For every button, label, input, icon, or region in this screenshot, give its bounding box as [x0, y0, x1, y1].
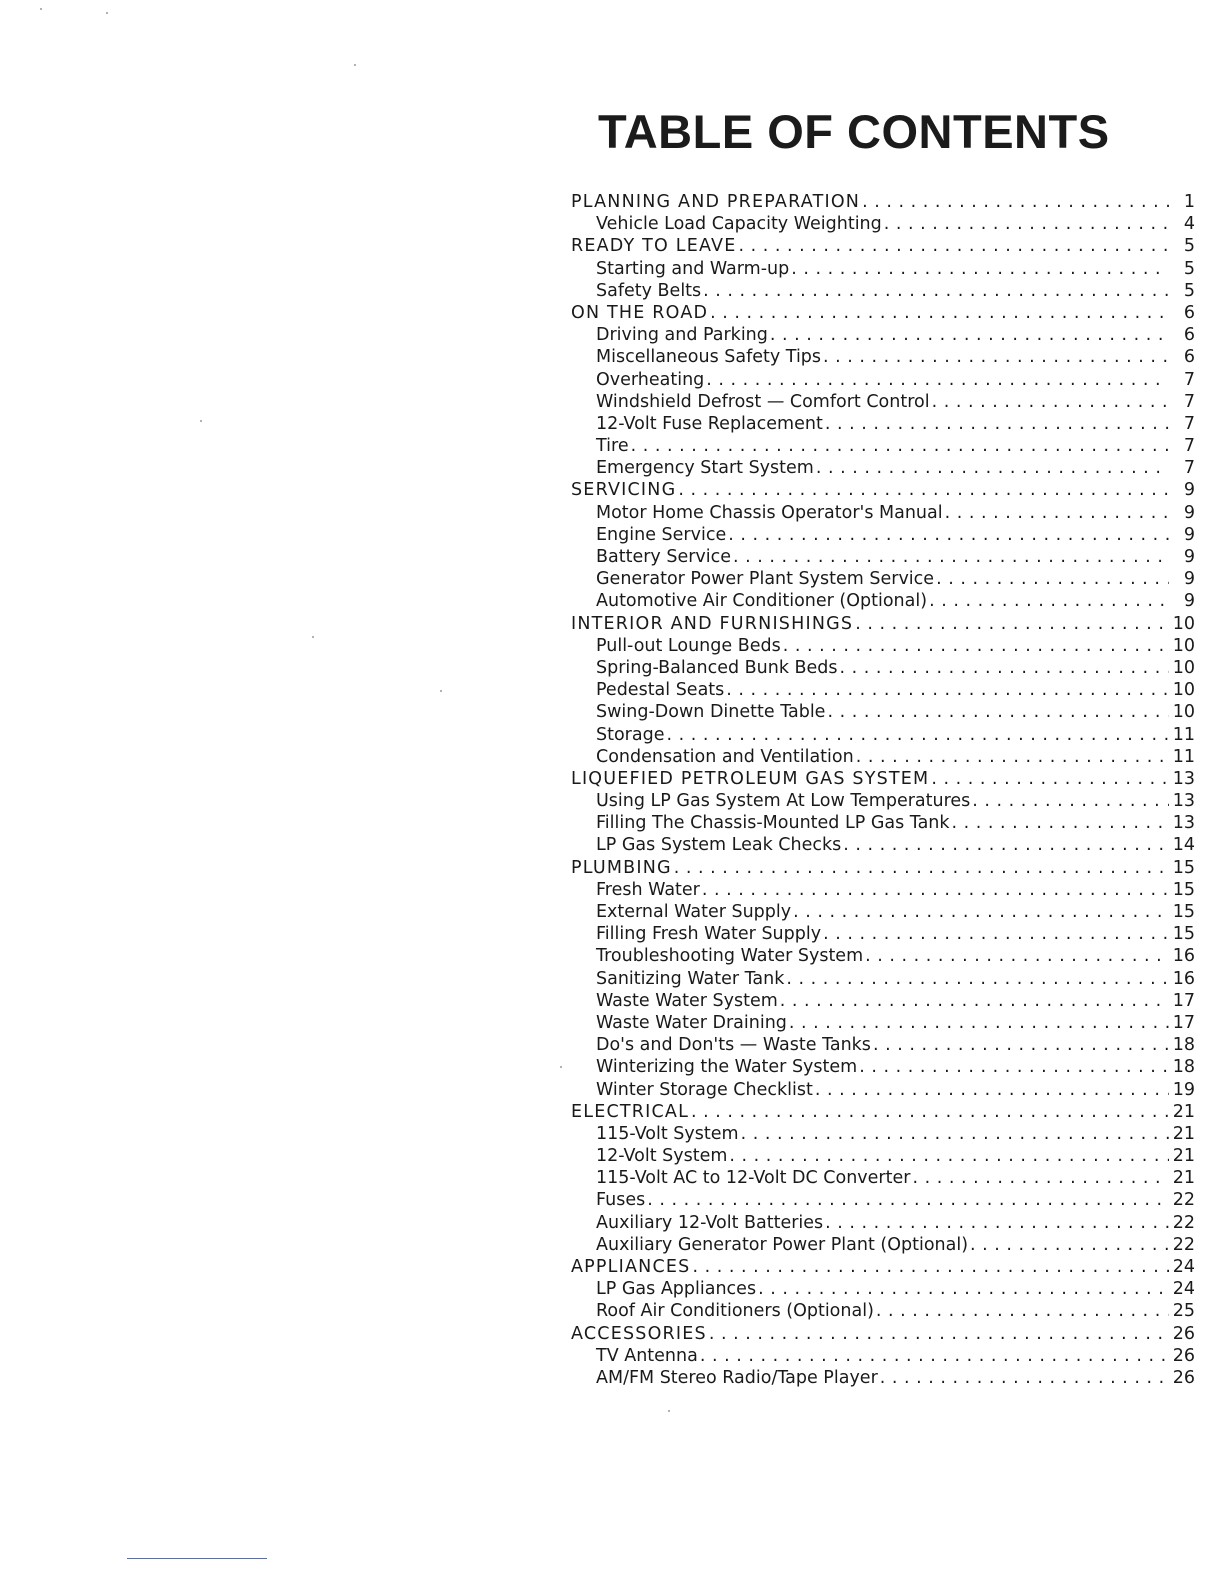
- dot-leader: [843, 834, 1169, 856]
- dot-leader: [678, 479, 1169, 501]
- toc-subsection-entry: [571, 790, 1195, 812]
- toc-page-number: 15: [1172, 902, 1195, 922]
- toc-page-number: 5: [1183, 258, 1195, 279]
- dot-leader: [728, 524, 1169, 546]
- toc-entry-label: TV Antenna: [596, 1345, 698, 1366]
- toc-subsection-entry: [571, 968, 1195, 990]
- toc-entry-label: Pedestal Seats: [596, 680, 725, 701]
- toc-page-number: 16: [1172, 946, 1195, 967]
- dot-leader: [972, 790, 1169, 812]
- toc-subsection-entry: [571, 590, 1195, 612]
- toc-subsection-entry: [571, 1012, 1195, 1034]
- toc-section-entry: [571, 857, 1195, 879]
- toc-entry-label: Safety Belts: [596, 280, 702, 301]
- toc-section-entry: [571, 479, 1195, 501]
- toc-subsection-entry: [571, 1145, 1195, 1167]
- toc-subsection-entry: [571, 635, 1195, 657]
- toc-entry-label: Using LP Gas System At Low Temperatures: [596, 791, 971, 812]
- dot-leader: [770, 324, 1169, 346]
- toc-page-number: 9: [1183, 591, 1195, 612]
- toc-page-number: 18: [1172, 1057, 1195, 1078]
- dot-leader: [862, 191, 1169, 213]
- dot-leader: [733, 546, 1169, 568]
- toc-entry-label: Tire: [596, 436, 629, 457]
- toc-page-number: 17: [1172, 990, 1195, 1011]
- toc-page-number: 10: [1172, 635, 1195, 656]
- toc-entry-label: External Water Supply: [596, 902, 792, 922]
- dot-leader: [738, 235, 1169, 257]
- toc-entry-label: AM/FM Stereo Radio/Tape Player: [596, 1367, 878, 1388]
- toc-entry-label: 115-Volt AC to 12-Volt DC Converter: [596, 1168, 911, 1189]
- toc-subsection-entry: [571, 945, 1195, 967]
- scan-speck: [560, 1066, 562, 1068]
- toc-entry-label: Overheating: [596, 369, 705, 390]
- toc-subsection-entry: [571, 879, 1195, 901]
- toc-page-number: 11: [1172, 724, 1195, 745]
- dot-leader: [936, 568, 1169, 590]
- toc-entry-label: Generator Power Plant System Service: [596, 569, 935, 590]
- dot-leader: [780, 990, 1169, 1012]
- toc-section-entry: [571, 1256, 1195, 1278]
- toc-subsection-entry: [571, 502, 1195, 524]
- scan-speck: [668, 1410, 670, 1412]
- toc-entry-label: Roof Air Conditioners (Optional): [596, 1301, 874, 1322]
- dot-leader: [970, 1234, 1169, 1256]
- dot-leader: [865, 945, 1169, 967]
- toc-page-number: 9: [1183, 502, 1195, 523]
- toc-page-number: 9: [1183, 480, 1195, 501]
- scan-speck: [200, 420, 202, 422]
- toc-entry-label: Winter Storage Checklist: [596, 1079, 813, 1100]
- toc-page-number: 14: [1172, 835, 1195, 856]
- toc-section-entry: [571, 768, 1195, 790]
- toc-subsection-entry: [571, 1234, 1195, 1256]
- dot-leader: [758, 1278, 1169, 1300]
- toc-subsection-entry: [571, 1034, 1195, 1056]
- dot-leader: [823, 923, 1169, 945]
- toc-subsection-entry: [571, 1167, 1195, 1189]
- toc-page-number: 21: [1172, 1101, 1195, 1122]
- toc-page-number: 15: [1172, 857, 1195, 878]
- toc-subsection-entry: [571, 834, 1195, 856]
- toc-entry-label: LIQUEFIED PETROLEUM GAS SYSTEM: [571, 768, 930, 789]
- dot-leader: [710, 302, 1169, 324]
- toc-subsection-entry: [571, 413, 1195, 435]
- toc-page-number: 25: [1172, 1301, 1195, 1322]
- dot-leader: [855, 613, 1169, 635]
- toc-entry-label: Spring-Balanced Bunk Beds: [596, 657, 838, 678]
- dot-leader: [823, 346, 1169, 368]
- dot-leader: [931, 768, 1169, 790]
- scan-speck: [354, 64, 356, 66]
- toc-entry-label: ELECTRICAL: [571, 1101, 690, 1122]
- toc-page-number: 1: [1183, 192, 1195, 212]
- toc-subsection-entry: [571, 1345, 1195, 1367]
- dot-leader: [666, 724, 1169, 746]
- toc-subsection-entry: [571, 524, 1195, 546]
- toc-subsection-entry: [571, 324, 1195, 346]
- toc-page-number: 5: [1183, 280, 1195, 301]
- dot-leader: [791, 258, 1169, 280]
- toc-page-number: 22: [1172, 1234, 1195, 1255]
- dot-leader: [789, 1012, 1169, 1034]
- toc-page-number: 6: [1183, 325, 1195, 346]
- toc-page-number: 22: [1172, 1190, 1195, 1211]
- toc-page-number: 10: [1172, 680, 1195, 701]
- scan-speck: [40, 8, 42, 10]
- toc-entry-label: ON THE ROAD: [571, 302, 709, 323]
- toc-page-number: 10: [1172, 657, 1195, 678]
- toc-subsection-entry: [571, 1189, 1195, 1211]
- toc-entry-label: LP Gas Appliances: [596, 1279, 757, 1300]
- toc-page-number: 13: [1172, 791, 1195, 812]
- dot-leader: [952, 812, 1169, 834]
- toc-entry-label: 12-Volt Fuse Replacement: [596, 413, 823, 434]
- toc-subsection-entry: [571, 1300, 1195, 1322]
- toc-subsection-entry: [571, 679, 1195, 701]
- dot-leader: [703, 280, 1169, 302]
- toc-page-number: 9: [1183, 547, 1195, 567]
- dot-leader: [840, 657, 1169, 679]
- dot-leader: [726, 679, 1169, 701]
- toc-section-entry: [571, 191, 1195, 213]
- toc-page-number: 18: [1172, 1035, 1195, 1056]
- toc-page-number: 21: [1172, 1146, 1195, 1167]
- toc-entry-label: Fuses: [596, 1190, 646, 1211]
- toc-entry-label: Driving and Parking: [596, 325, 768, 346]
- toc-subsection-entry: [571, 724, 1195, 746]
- dot-leader: [884, 213, 1169, 235]
- toc-page-number: 16: [1172, 968, 1195, 989]
- toc-page-number: 7: [1183, 436, 1195, 457]
- toc-page-number: 15: [1172, 924, 1195, 945]
- table-of-contents: [571, 191, 1195, 1389]
- dot-leader: [876, 1300, 1169, 1322]
- dot-leader: [929, 590, 1169, 612]
- toc-entry-label: APPLIANCES: [571, 1257, 691, 1277]
- toc-subsection-entry: [571, 1367, 1195, 1389]
- toc-entry-label: Storage: [596, 724, 665, 745]
- toc-entry-label: Windshield Defrost — Comfort Control: [596, 391, 930, 412]
- toc-entry-label: Fresh Water: [596, 879, 700, 900]
- toc-subsection-entry: [571, 812, 1195, 834]
- toc-page-number: 22: [1172, 1212, 1195, 1233]
- toc-subsection-entry: [571, 657, 1195, 679]
- toc-entry-label: Miscellaneous Safety Tips: [596, 347, 822, 368]
- toc-entry-label: Waste Water Draining: [596, 1012, 787, 1033]
- toc-subsection-entry: [571, 1056, 1195, 1078]
- toc-entry-label: Sanitizing Water Tank: [596, 968, 785, 989]
- dot-leader: [741, 1123, 1169, 1145]
- toc-page-number: 10: [1172, 613, 1195, 634]
- dot-leader: [856, 746, 1169, 768]
- toc-subsection-entry: [571, 369, 1195, 391]
- dot-leader: [783, 635, 1169, 657]
- dot-leader: [859, 1056, 1169, 1078]
- dot-leader: [700, 1345, 1169, 1367]
- scan-speck: [440, 690, 442, 692]
- dot-leader: [709, 1323, 1169, 1345]
- toc-subsection-entry: [571, 435, 1195, 457]
- dot-leader: [873, 1034, 1169, 1056]
- toc-entry-label: Waste Water System: [596, 990, 778, 1011]
- toc-entry-label: Auxiliary 12-Volt Batteries: [596, 1212, 824, 1233]
- toc-subsection-entry: [571, 391, 1195, 413]
- toc-entry-label: Engine Service: [596, 524, 727, 545]
- toc-entry-label: Starting and Warm-up: [596, 258, 790, 279]
- toc-section-entry: [571, 235, 1195, 257]
- page-title: TABLE OF CONTENTS: [598, 105, 1110, 158]
- toc-entry-label: 12-Volt System: [596, 1146, 728, 1167]
- toc-page-number: 13: [1172, 813, 1195, 834]
- toc-section-entry: [571, 613, 1195, 635]
- toc-subsection-entry: [571, 346, 1195, 368]
- dot-leader: [793, 901, 1169, 923]
- toc-entry-label: 115-Volt System: [596, 1123, 739, 1144]
- dot-leader: [827, 701, 1169, 723]
- toc-entry-label: Swing-Down Dinette Table: [596, 702, 826, 723]
- toc-subsection-entry: [571, 901, 1195, 923]
- toc-page-number: 24: [1172, 1257, 1195, 1277]
- toc-section-entry: [571, 1101, 1195, 1123]
- toc-page-number: 24: [1172, 1279, 1195, 1300]
- toc-entry-label: Filling The Chassis-Mounted LP Gas Tank: [596, 813, 950, 834]
- toc-page-number: 19: [1172, 1079, 1195, 1100]
- dot-leader: [706, 369, 1169, 391]
- toc-entry-label: READY TO LEAVE: [571, 236, 737, 257]
- toc-page-number: 26: [1172, 1323, 1195, 1344]
- scan-speck: [106, 12, 108, 14]
- toc-page-number: 7: [1183, 413, 1195, 434]
- dot-leader: [647, 1189, 1169, 1211]
- toc-entry-label: Vehicle Load Capacity Weighting: [596, 214, 882, 235]
- toc-subsection-entry: [571, 213, 1195, 235]
- toc-page-number: 26: [1172, 1367, 1195, 1388]
- toc-entry-label: Troubleshooting Water System: [596, 946, 864, 967]
- toc-section-entry: [571, 302, 1195, 324]
- toc-page-number: 6: [1183, 302, 1195, 323]
- toc-subsection-entry: [571, 1079, 1195, 1101]
- toc-page-number: 21: [1172, 1123, 1195, 1144]
- toc-page-number: 10: [1172, 702, 1195, 723]
- toc-page-number: 15: [1172, 879, 1195, 900]
- dot-leader: [729, 1145, 1169, 1167]
- dot-leader: [932, 391, 1169, 413]
- toc-subsection-entry: [571, 746, 1195, 768]
- toc-subsection-entry: [571, 568, 1195, 590]
- toc-entry-label: Winterizing the Water System: [596, 1057, 858, 1078]
- dot-leader: [825, 413, 1169, 435]
- dot-leader: [692, 1256, 1169, 1278]
- toc-subsection-entry: [571, 546, 1195, 568]
- toc-entry-label: Pull-out Lounge Beds: [596, 635, 781, 656]
- toc-page-number: 21: [1172, 1168, 1195, 1189]
- toc-subsection-entry: [571, 457, 1195, 479]
- dot-leader: [880, 1367, 1169, 1389]
- toc-entry-label: ACCESSORIES: [571, 1323, 707, 1344]
- toc-subsection-entry: [571, 280, 1195, 302]
- toc-entry-label: Filling Fresh Water Supply: [596, 924, 822, 945]
- toc-page-number: 7: [1183, 458, 1195, 479]
- dot-leader: [945, 502, 1169, 524]
- toc-entry-label: INTERIOR AND FURNISHINGS: [571, 613, 854, 634]
- toc-entry-label: Emergency Start System: [596, 458, 814, 479]
- toc-entry-label: PLUMBING: [571, 857, 672, 878]
- toc-entry-label: Battery Service: [596, 547, 732, 567]
- toc-page-number: 4: [1183, 214, 1195, 235]
- toc-page-number: 9: [1183, 524, 1195, 545]
- dot-leader: [674, 857, 1169, 879]
- toc-page-number: 7: [1183, 369, 1195, 390]
- toc-subsection-entry: [571, 1123, 1195, 1145]
- toc-section-entry: [571, 1323, 1195, 1345]
- scan-speck: [312, 636, 314, 638]
- toc-entry-label: Auxiliary Generator Power Plant (Optional): [596, 1234, 969, 1255]
- toc-page-number: 11: [1172, 746, 1195, 767]
- toc-entry-label: PLANNING AND PREPARATION: [571, 192, 861, 212]
- toc-entry-label: LP Gas System Leak Checks: [596, 835, 842, 856]
- toc-page-number: 9: [1183, 569, 1195, 590]
- toc-page-number: 13: [1172, 768, 1195, 789]
- toc-subsection-entry: [571, 990, 1195, 1012]
- dot-leader: [631, 435, 1169, 457]
- toc-entry-label: Motor Home Chassis Operator's Manual: [596, 502, 943, 523]
- toc-page-number: 26: [1172, 1345, 1195, 1366]
- toc-entry-label: Condensation and Ventilation: [596, 746, 854, 767]
- dot-leader: [825, 1212, 1169, 1234]
- toc-subsection-entry: [571, 923, 1195, 945]
- footer-rule: [127, 1558, 267, 1559]
- dot-leader: [691, 1101, 1169, 1123]
- dot-leader: [815, 1079, 1169, 1101]
- toc-page-number: 5: [1183, 236, 1195, 257]
- dot-leader: [816, 457, 1169, 479]
- dot-leader: [786, 968, 1169, 990]
- toc-subsection-entry: [571, 1212, 1195, 1234]
- toc-entry-label: Automotive Air Conditioner (Optional): [596, 591, 928, 612]
- toc-entry-label: SERVICING: [571, 480, 677, 501]
- toc-page-number: 7: [1183, 391, 1195, 412]
- toc-page-number: 6: [1183, 347, 1195, 368]
- toc-subsection-entry: [571, 1278, 1195, 1300]
- toc-page-number: 17: [1172, 1012, 1195, 1033]
- dot-leader: [702, 879, 1169, 901]
- toc-subsection-entry: [571, 701, 1195, 723]
- dot-leader: [912, 1167, 1169, 1189]
- toc-entry-label: Do's and Don'ts — Waste Tanks: [596, 1035, 871, 1056]
- toc-subsection-entry: [571, 258, 1195, 280]
